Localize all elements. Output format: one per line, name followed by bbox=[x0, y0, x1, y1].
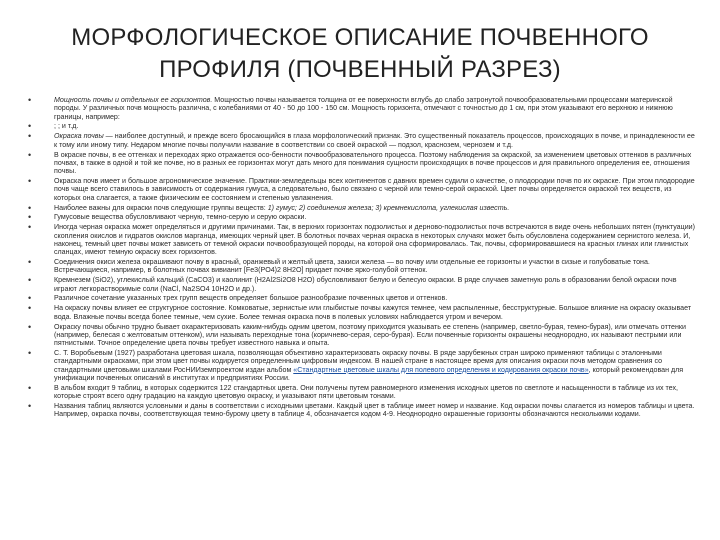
item-text: ; ; и т.д. bbox=[54, 122, 79, 131]
item-text: На окраску почвы влияет ее структурное состояние. Комковатые, зернистые или глыбистые почвы кажутся темнее, чем распыленные, бесструктурные. Большое влияние на окраску оказывает вода. Влажные почвы всегда более темные, чем сухие. Более темная окраска почв в полевых условиях наблюдается утром и вечером. bbox=[54, 304, 692, 321]
item-text: — наиболее доступный, и прежде всего бросающийся в глаза морфологический признак. Это существенный показатель процессов, происходящих в почве, и принадлежности ее к тому или иному типу. Недаром многие почвы получили название в соответствии со своей окраской — подзол, краснозем, чернозем и т.д. bbox=[54, 132, 695, 149]
list-item bbox=[26, 384, 698, 401]
list-item bbox=[26, 349, 698, 382]
item-text: Различное сочетание указанных трех групп веществ определяет большое разнообразие почвенных цветов и оттенков. bbox=[54, 294, 448, 303]
item-text: С. Т. Воробьевым (1927) разработана цветовая шкала, позволяющая объективно характеризовать окраску почвы. В ряде зарубежных стран широко применяют таблицы с эталонными стандартными окрасками, при этом цвет почвы кодируется определенным цифровым индексом. В нашей стране в настоящее время для описания окраски почв методом сравнения со стандартными цветовыми шкалами РосНИИземпроектом издан альбом bbox=[54, 349, 663, 374]
item-lead: Окраска почвы bbox=[54, 132, 104, 141]
item-after: , который рекомендован для унификации почвенных описаний в институтах и предприятиях России. bbox=[54, 365, 684, 382]
list-item bbox=[26, 96, 698, 121]
list-item bbox=[26, 276, 698, 293]
list-item bbox=[26, 151, 698, 176]
item-text: В окраске почвы, в ее оттенках и переходах ярко отражается осо-бенности почвообразовательного процесса. Поэтому наблюдения за окраской, за изменением цветовых оттенков в различных почвах, в также в одной и той же почве, но в разных ее горизонтах могут дать много для понимания сущности происходящих в почве процессов и для правильного определения ее, отношения почвы. bbox=[54, 150, 692, 176]
list-item bbox=[26, 177, 698, 202]
list-item bbox=[26, 213, 698, 221]
title-line-2: ПРОФИЛЯ (ПОЧВЕННЫЙ РАЗРЕЗ) bbox=[159, 56, 561, 83]
list-item bbox=[26, 132, 698, 149]
item-text: Окраска почв имеет и большое агрономическое значение. Практики-земледельцы всех континентов с давних времен судили о качестве, о плодородии почв по их окраске. При этом плодородие почв чаще всего ставилось в зависимость от содержания гумуса, а следовательно, было связано с черной или темно-серой окраской. Цвет почвы определяется окраской тех веществ, из которых она слагается, а также физическим ее состоянием и степенью увлажнения. bbox=[54, 177, 695, 202]
item-text: В альбом входит 9 таблиц, в которых содержится 122 стандартных цвета. Они получены путем равномерного изменения исходных цветов по светлоте и насыщенности в таблице из их тех, которые строят всего одну градацию на каждую цветовую окраску, и указывают пяти цветовым тонами. bbox=[54, 383, 678, 401]
item-text: Иногда черная окраска может определяться и другими причинами. Так, в верхних горизонтах подзолистых и дерново-подзолистых почв встречаются в виде очень небольших пятен (пунктуации) скопления окислов и гидратов окислов марганца, имеющих черный цвет. В болотных почвах черная окраска в некоторых случаях может быть обусловлена содержанием сернистого железа. И, наконец, темный цвет почвы может зависеть от темной окраски почвообразующей породы, на которой она сформировалась. Так, почвы, сформировавшиеся на красных глинах или глинистых сланцах, имеют темную окраску всех горизонтов. bbox=[54, 223, 695, 257]
item-text: Окраску почвы обычно трудно бывает охарактеризовать каким-нибудь одним цветом, поэтому приходится указывать ее степень (например, светло-бурая, темно-бурая), или отмечать оттенки (например, белесая с желтоватым оттенком), или называть переходные тона (коричнево-серая, серо-бурая). Если почвенные горизонты окрашены неоднородно, их называют пестрыми или пятнистыми. Точное определение цвета почвы требует известного навыка и опыта. bbox=[54, 322, 686, 348]
item-text: Мощностью почвы называется толщина от ее поверхности вглубь до слабо затронутой почвообразовательными процессами материнской породы. У различных почв мощность различна, с колебаниями от 40 - 50 до 100 - 150 см. Мощность горизонта, отмечают с точностью до 1 см, при этом указывают его верхнюю и нижнюю границы, например: bbox=[54, 96, 673, 121]
item-text: Соединения окиси железа окрашивают почву в красный, оранжевый и желтый цвета, закиси железа — во почву или отдельные ее горизонты и участки в сизые и голубоватые тона. Встречающиеся, например, в болотных почвах вивианит [Fe3(PO4)2 8H2O] придает почве ярко-голубой оттенок. bbox=[54, 258, 650, 275]
item-text: Названия таблиц являются условными и даны в соответствии с исходными цветами. Каждый цвет в таблице имеет номер и название. Код окраски почвы слагается из номеров таблицы и цвета. Например, окраска почвы, соответствующая темно-бурому цвету в таблице 4, обозначается кодом 4-9. Неоднородно окрашенные горизонты обозначаются несколькими кодами. bbox=[54, 402, 695, 419]
item-lead: Мощность почвы и отдельных ее горизонтов. bbox=[54, 96, 213, 104]
list-item bbox=[26, 294, 698, 302]
list-item bbox=[26, 258, 698, 275]
list-item bbox=[26, 304, 698, 321]
bullet-list bbox=[26, 96, 698, 420]
slide-title bbox=[60, 22, 660, 86]
item-text: Наиболее важны для окраски почв следующие группы веществ: bbox=[54, 203, 268, 212]
list-item bbox=[26, 223, 698, 256]
list-item bbox=[26, 204, 698, 212]
list-item bbox=[26, 323, 698, 348]
list-item bbox=[26, 122, 698, 130]
album-link[interactable]: «Стандартные цветовые шкалы для полевого определения и кодирования окраски почв» bbox=[293, 365, 589, 374]
item-text: Гумусовые вещества обусловливают черную, темно-серую и серую окраски. bbox=[54, 213, 307, 222]
list-item bbox=[26, 402, 698, 419]
item-text: Кремнезем (SiO2), углекислый кальций (CaCO3) и каолинит (H2Al2Si2O8 H2O) обусловливают белую и белесую окраски. В ряде случаев заметную роль в образовании белой окраски почв играют легкорастворимые соли (NaCl, Na2SO4 10H2O и др.). bbox=[54, 276, 677, 293]
title-line-1: МОРФОЛОГИЧЕСКОЕ ОПИСАНИЕ ПОЧВЕННОГО bbox=[71, 24, 649, 51]
item-tail: 1) гумус; 2) соединения железа; 3) кремнекислота, углекислая известь. bbox=[267, 203, 510, 212]
